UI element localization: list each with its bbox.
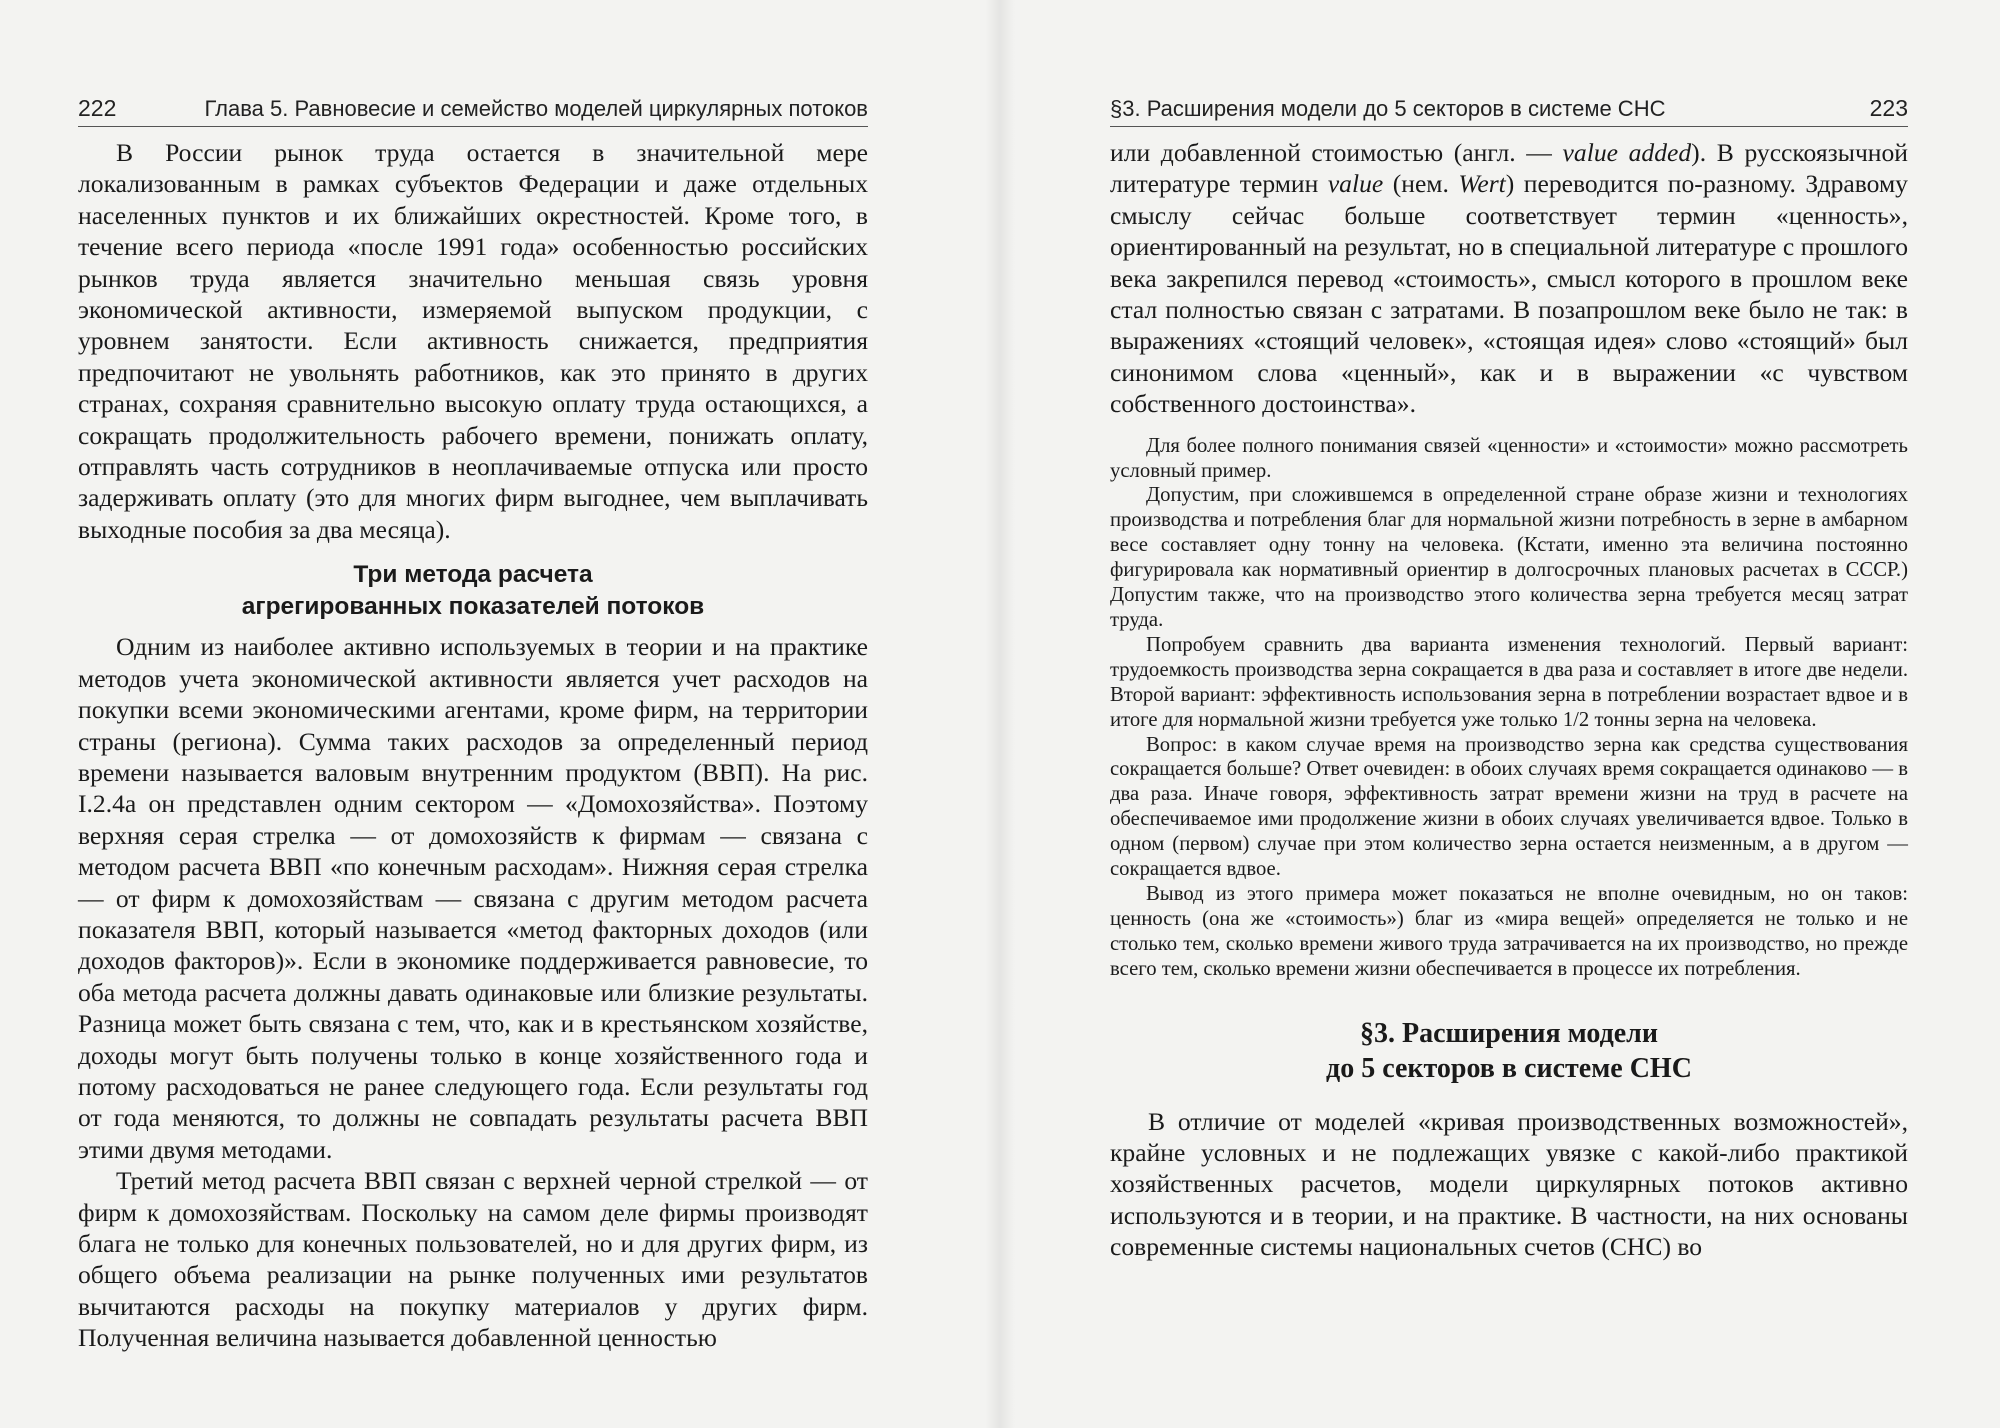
page-number-left: 222: [78, 95, 117, 121]
running-title-right: §3. Расширения модели до 5 секторов в системе СНС: [1110, 96, 1666, 121]
example-paragraph-5: Вывод из этого примера может показаться не вполне очевидным, но он таков: ценность (она же «стоимость») благ из «мира вещей» определяется не только и не столько тем, сколько времени живого труда затрачивается на их производство, но прежде всего тем, сколько времени жизни обеспечивается в процессе их потребления.: [1110, 882, 1908, 980]
left-paragraph-2: Одним из наиболее активно используемых в теории и на практике методов учета экономической активности является учет расходов на покупки всеми экономическими агентами, кроме фирм, на территории страны (региона). Сумма таких расходов за определенный период времени называется валовым внутренним продуктом (ВВП). На рис. I.2.4а он представлен одним сектором — «Домохозяйства». Поэтому верхняя серая стрелка — от домохозяйств к фирмам — связана с методом расчета ВВП «по конечным расходам». Нижняя серая стрелка — от фирм к домохозяйствам — связана с другим методом расчета показателя ВВП, который называется «метод факторных доходов (или доходов факторов)». Если в экономике поддерживается равновесие, то оба метода расчета должны давать одинаковые или близкие результаты. Разница может быть связана с тем, что, как и в крестьянском хозяйстве, доходы могут быть получены только в конце хозяйственного года и потому расходоваться не ранее следующего года. Если результаты год от года меняются, то должны не совпадать результаты расчета ВВП этими двумя методами.: [78, 632, 868, 1164]
left-page: [78, 95, 868, 1354]
left-paragraph-1: В России рынок труда остается в значительной мере локализованным в рамках субъектов Федерации и даже отдельных населенных пунктов и их ближайших окрестностей. Кроме того, в течение всего периода «после 1991 года» особенностью российских рынков труда является значительно меньшая связь уровня экономической активности, измеряемой выпуском продукции, с уровнем занятости. Если активность снижается, предприятия предпочитают не увольнять работников, как это принято в других странах, сохраняя сравнительно высокую оплату труда остающихся, а сокращать продолжительность рабочего времени, понижать оплату, отправлять часть сотрудников в неоплачиваемые отпуска или просто задерживать оплату (это для многих фирм выгоднее, чем выплачивать выходные пособия за два месяца).: [78, 138, 868, 544]
example-paragraph-2: Допустим, при сложившемся в определенной стране образе жизни и технологиях производства и потребления благ для нормальной жизни потребность в зерне в амбарном весе составляет одну тонну на человека. (Кстати, именно эта величина постоянно фигурировала как нормативный ориентир в долгосрочных плановых расчетах в СССР.) Допустим также, что на производство этого количества зерна требуется месяц затрат труда.: [1110, 484, 1908, 631]
right-page: [1110, 95, 1908, 1263]
right-p1-italic-value-added: value added: [1562, 138, 1692, 167]
example-paragraph-3: Попробуем сравнить два варианта изменения технологий. Первый вариант: трудоемкость производства зерна сокращается в два раза и составляет в итоге две недели. Второй вариант: эффективность использования зерна в потреблении возрастает вдвое и в итоге для нормальной жизни требуется уже только 1/2 тонны зерна на человека.: [1110, 633, 1908, 731]
example-paragraph-4: Вопрос: в каком случае время на производство зерна как средства существования сокращается больше? Ответ очевиден: в обоих случаях время сокращается одинаково — в два раза. Иначе говоря, эффективность затрат времени жизни на труд в расчете на обеспечиваемое ими продолжение жизни в обоих случаях увеличивается вдвое. Только в одном (первом) случае при этом количество зерна остается неизменным, а в другом — сокращается вдвое.: [1110, 733, 1908, 881]
section-heading-line-1: Три метода расчета: [353, 561, 593, 589]
right-p1-italic-value: value: [1327, 169, 1384, 199]
book-gutter: [985, 0, 1015, 1428]
right-paragraph-1: [1110, 137, 1908, 420]
right-running-head: [1110, 95, 1908, 127]
example-paragraph-1: Для более полного понимания связей «ценности» и «стоимости» можно рассмотреть условный пример.: [1110, 434, 1908, 482]
chapter-section-heading: [1110, 1016, 1908, 1086]
running-title-left: Глава 5. Равновесие и семейство моделей циркулярных потоков: [204, 96, 868, 121]
page-number-right: 223: [1869, 95, 1908, 121]
example-block: [1110, 434, 1908, 982]
right-p1-italic-wert: Wert: [1458, 169, 1506, 199]
right-p1-text-b: ). В русскоязычной литературе термин: [1110, 138, 1909, 199]
right-p1-text-d: ) переводится по-разному. Здравому смыслу сейчас больше соответствует термин «ценность», ориентированный на результат, но в специальной литературе с прошлого века закрепился перевод «стоимость», смысл которого в прошлом веке стал полностью связан с затратами. В позапрошлом веке было не так: в выражениях «стоящий человек», «стоящая идея» слово «стоящий» был синонимом слова «ценный», как и в выражении «с чувством собственного достоинства».: [1110, 169, 1908, 419]
left-paragraph-3: Третий метод расчета ВВП связан с верхней черной стрелкой — от фирм к домохозяйствам. Поскольку на самом деле фирмы производят блага не только для конечных пользователей, но и для других фирм, из общего объема реализации на рынке полученных ими результатов вычитаются расходы на покупку материалов у других фирм. Полученная величина называется добавленной ценностью: [78, 1166, 868, 1353]
right-p1-text-c: (нем.: [1383, 169, 1459, 199]
left-running-head: [78, 95, 868, 127]
chapter-heading-line-1: §3. Расширения модели: [1359, 1017, 1659, 1049]
right-paragraph-last: В отличие от моделей «кривая производственных возможностей», крайне условных и не подлежащих увязке с какой-либо практикой хозяйственных расчетов, модели циркулярных потоков активно используются и в теории, и на практике. В частности, на них основаны современные системы национальных счетов (СНС) во: [1110, 1106, 1908, 1262]
section-heading-line-2: агрегированных показателей потоков: [241, 593, 705, 621]
section-heading: [78, 559, 868, 623]
chapter-heading-line-2: до 5 секторов в системе СНС: [1326, 1052, 1692, 1084]
right-p1-text-a: или добавленной стоимостью (англ. —: [1110, 138, 1563, 167]
